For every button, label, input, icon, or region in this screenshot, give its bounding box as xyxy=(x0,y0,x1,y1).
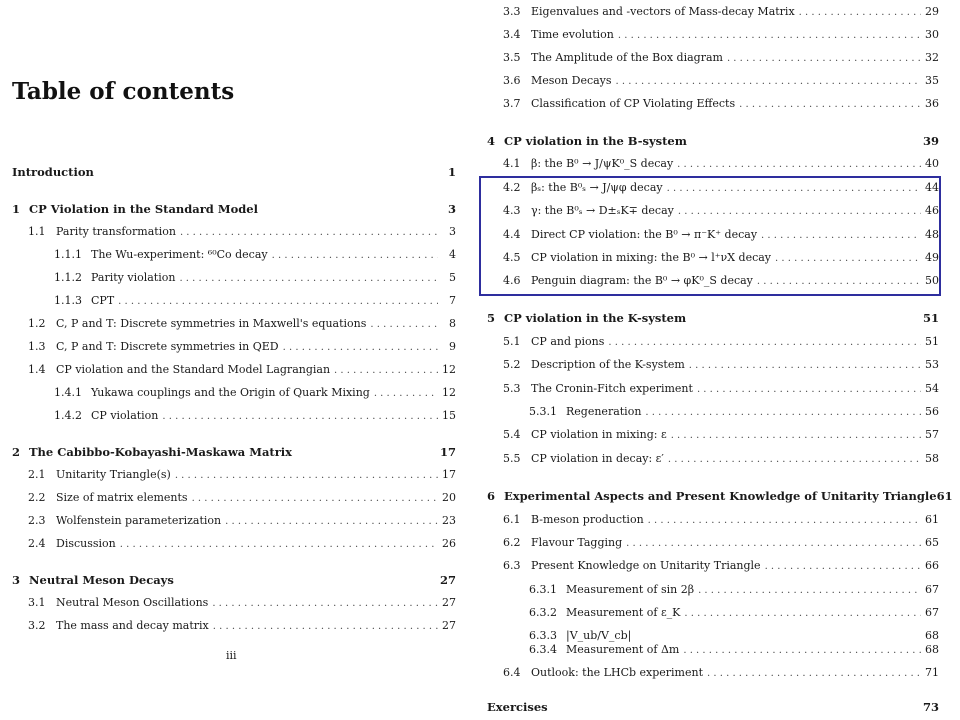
toc-right-column xyxy=(487,0,953,720)
toc-section-entry[interactable] xyxy=(487,605,939,621)
toc-entry-number: 1.1.3 xyxy=(54,294,82,307)
toc-leader-dots xyxy=(179,271,438,287)
toc-section-entry[interactable] xyxy=(12,513,456,529)
toc-section-entry[interactable] xyxy=(487,357,939,373)
toc-section-entry[interactable] xyxy=(487,512,939,528)
toc-entry-number: 6.3.1 xyxy=(529,583,557,596)
toc-entry-number: 5.5 xyxy=(503,452,521,465)
toc-leader-dots xyxy=(697,382,921,398)
toc-entry-title: The Wu-experiment: ⁶⁰Co decay xyxy=(91,248,268,261)
toc-entry-page: 5 xyxy=(449,271,456,284)
toc-entry-title: Neutral Meson Decays xyxy=(29,573,174,587)
toc-leader-dots xyxy=(727,51,921,67)
toc-entry-page: 29 xyxy=(925,5,939,18)
toc-entry-page: 15 xyxy=(442,409,456,422)
toc-entry-number: 5.4 xyxy=(503,428,521,441)
toc-entry-number: 5.1 xyxy=(503,335,521,348)
toc-entry-number: 3.2 xyxy=(28,619,46,632)
toc-entry-number: 3 xyxy=(12,573,21,587)
toc-entry-page: 73 xyxy=(922,700,939,714)
toc-entry-title: Measurement of Δm xyxy=(566,643,680,656)
toc-leader-dots xyxy=(120,537,438,553)
toc-entry-page: 26 xyxy=(442,537,456,550)
toc-entry-title: Unitarity Triangle(s) xyxy=(56,468,171,481)
toc-entry-number: 1.3 xyxy=(28,340,46,353)
toc-entry-title: Neutral Meson Oscillations xyxy=(56,596,209,609)
toc-entry-page: 67 xyxy=(925,583,939,596)
toc-entry-title: C, P and T: Discrete symmetries in QED xyxy=(56,340,279,353)
toc-entry-page: 51 xyxy=(925,335,939,348)
toc-entry-number: 5.3.1 xyxy=(529,405,557,418)
toc-leader-dots xyxy=(626,536,921,552)
toc-entry-title: B-meson production xyxy=(531,513,644,526)
toc-entry-page: 50 xyxy=(925,274,939,287)
toc-entry-page: 58 xyxy=(925,452,939,465)
toc-entry-page: 3 xyxy=(447,202,456,216)
toc-section-entry[interactable] xyxy=(487,427,939,443)
toc-leader-dots xyxy=(645,405,921,421)
toc-entry-page: 48 xyxy=(925,228,939,241)
toc-entry-number: 3.5 xyxy=(503,51,521,64)
highlight-box xyxy=(479,176,941,296)
toc-entry-title: The Cronin-Fitch experiment xyxy=(531,382,693,395)
toc-entry-title: Wolfenstein parameterization xyxy=(56,514,222,527)
toc-section-entry[interactable] xyxy=(487,665,939,681)
toc-entry-title: CP violation in mixing: ε xyxy=(531,428,667,441)
toc-leader-dots xyxy=(180,225,438,241)
toc-entry-title: Description of the K-system xyxy=(531,358,685,371)
toc-entry-title: Regeneration xyxy=(566,405,642,418)
toc-entry-number: 4.1 xyxy=(503,157,521,170)
toc-entry-title: CPT xyxy=(91,294,115,307)
toc-section-entry[interactable] xyxy=(487,27,939,43)
toc-entry-page: 9 xyxy=(449,340,456,353)
toc-leader-dots xyxy=(370,317,438,333)
toc-entry-number: 4.3 xyxy=(503,204,521,217)
toc-section-entry[interactable] xyxy=(487,73,939,89)
toc-entry-page: 27 xyxy=(442,596,456,609)
toc-entry-page: 36 xyxy=(925,97,939,110)
toc-entry-page: 12 xyxy=(442,386,456,399)
toc-entry-title: CP violation in decay: ε′ xyxy=(531,452,664,465)
toc-entry-title: β: the B⁰ → J/ψK⁰_S decay xyxy=(531,157,674,170)
toc-entry-page: 68 xyxy=(925,643,939,656)
toc-chapter-entry[interactable] xyxy=(487,699,939,715)
toc-leader-dots xyxy=(668,452,921,468)
toc-entry-page: 17 xyxy=(442,468,456,481)
toc-leader-dots xyxy=(212,596,438,612)
toc-section-entry[interactable] xyxy=(12,339,456,355)
toc-chapter-entry[interactable] xyxy=(12,164,456,180)
toc-entry-number: 5 xyxy=(487,311,496,325)
toc-section-entry[interactable] xyxy=(487,381,939,397)
toc-entry-title: Parity transformation xyxy=(56,225,176,238)
toc-entry-page: 61 xyxy=(925,513,939,526)
toc-entry-title: CP violation in the K-system xyxy=(504,311,687,325)
toc-entry-number: 1.1.2 xyxy=(54,271,82,284)
toc-entry-page: 65 xyxy=(925,536,939,549)
toc-entry-number: 6.3.4 xyxy=(529,643,557,656)
toc-leader-dots xyxy=(689,358,921,374)
toc-entry-page: 71 xyxy=(925,666,939,679)
toc-entry-number: 1 xyxy=(12,202,21,216)
toc-leader-dots xyxy=(616,74,921,90)
toc-entry-title: Measurement of sin 2β xyxy=(566,583,695,596)
toc-section-entry[interactable] xyxy=(12,595,456,611)
toc-entry-page: 61 xyxy=(936,489,953,503)
toc-entry-page: 32 xyxy=(925,51,939,64)
toc-leader-dots xyxy=(765,559,921,575)
toc-entry-number: 3.6 xyxy=(503,74,521,87)
toc-entry-page: 35 xyxy=(925,74,939,87)
toc-section-entry[interactable] xyxy=(487,50,939,66)
toc-entry-title: Outlook: the LHCb experiment xyxy=(531,666,704,679)
toc-entry-number: 6.3.2 xyxy=(529,606,557,619)
toc-entry-page: 53 xyxy=(925,358,939,371)
toc-entry-number: 1.4 xyxy=(28,363,46,376)
toc-entry-page: 12 xyxy=(442,363,456,376)
toc-entry-title: Discussion xyxy=(56,537,116,550)
toc-leader-dots xyxy=(739,97,921,113)
page-title: Table of contents xyxy=(12,78,235,105)
toc-entry-number: 1.1.1 xyxy=(54,248,82,261)
toc-chapter-entry[interactable] xyxy=(12,444,456,460)
toc-entry-title: The Cabibbo-Kobayashi-Maskawa Matrix xyxy=(29,445,293,459)
toc-chapter-entry[interactable] xyxy=(487,310,939,326)
toc-entry-title: CP violation in mixing: the B⁰ → l⁺νX decay xyxy=(531,251,772,264)
toc-leader-dots xyxy=(799,5,921,21)
toc-entry-number: 6.3.3 xyxy=(529,629,557,642)
toc-entry-number: 4.5 xyxy=(503,251,521,264)
toc-entry-number: 4 xyxy=(487,134,496,148)
toc-entry-title: CP Violation in the Standard Model xyxy=(29,202,258,216)
toc-entry-page: 54 xyxy=(925,382,939,395)
toc-entry-title: Direct CP violation: the B⁰ → π⁻K⁺ decay xyxy=(531,228,758,241)
toc-entry-page: 46 xyxy=(925,204,939,217)
toc-entry-page: 20 xyxy=(442,491,456,504)
toc-entry-page: 49 xyxy=(925,251,939,264)
toc-section-entry[interactable] xyxy=(12,270,456,286)
toc-entry-number: 6 xyxy=(487,489,496,503)
toc-leader-dots xyxy=(648,513,921,529)
toc-entry-number: 1.4.1 xyxy=(54,386,82,399)
toc-section-entry[interactable] xyxy=(12,362,456,378)
toc-entry-title: CP violation in the B-system xyxy=(504,134,687,148)
toc-entry-number: 3.3 xyxy=(503,5,521,18)
toc-section-entry[interactable] xyxy=(487,404,939,420)
toc-entry-title: Introduction xyxy=(12,165,94,179)
toc-leader-dots xyxy=(175,468,438,484)
toc-entry-number: 2.1 xyxy=(28,468,46,481)
toc-entry-title: Yukawa couplings and the Origin of Quark Mixing xyxy=(91,386,370,399)
toc-leader-dots xyxy=(272,248,438,264)
toc-entry-number: 2 xyxy=(12,445,21,459)
toc-entry-title: CP and pions xyxy=(531,335,605,348)
toc-entry-page: 66 xyxy=(925,559,939,572)
toc-section-entry[interactable] xyxy=(487,535,939,551)
toc-entry-page: 56 xyxy=(925,405,939,418)
toc-entry-number: 1.4.2 xyxy=(54,409,82,422)
toc-entry-title: CP violation and the Standard Model Lagrangian xyxy=(56,363,331,376)
toc-leader-dots xyxy=(671,428,921,444)
toc-entry-page: 27 xyxy=(439,573,456,587)
toc-section-entry[interactable] xyxy=(12,293,456,309)
toc-leader-dots xyxy=(213,619,438,635)
toc-section-entry[interactable] xyxy=(487,558,939,574)
toc-leader-dots xyxy=(283,340,438,356)
toc-leader-dots xyxy=(707,666,921,682)
toc-section-entry[interactable] xyxy=(12,385,456,401)
toc-entry-title: Experimental Aspects and Present Knowledge of Unitarity Triangle xyxy=(504,489,937,503)
toc-entry-page: 39 xyxy=(922,134,939,148)
toc-leader-dots xyxy=(192,491,438,507)
toc-chapter-entry[interactable] xyxy=(12,201,456,217)
toc-section-entry[interactable] xyxy=(487,334,939,350)
toc-section-entry[interactable] xyxy=(12,408,456,424)
toc-entry-title: Parity violation xyxy=(91,271,176,284)
toc-entry-title: Meson Decays xyxy=(531,74,612,87)
toc-entry-page: 23 xyxy=(442,514,456,527)
toc-entry-page: 51 xyxy=(922,311,939,325)
toc-entry-title: The Amplitude of the Box diagram xyxy=(531,51,723,64)
toc-entry-number: 1.1 xyxy=(28,225,46,238)
toc-leader-dots xyxy=(698,583,921,599)
toc-section-entry[interactable] xyxy=(487,642,939,658)
toc-entry-number: 6.2 xyxy=(503,536,521,549)
toc-leader-dots xyxy=(608,335,921,351)
toc-entry-number: 2.4 xyxy=(28,537,46,550)
toc-entry-page: 1 xyxy=(447,165,456,179)
toc-entry-page: 67 xyxy=(925,606,939,619)
toc-section-entry[interactable] xyxy=(487,582,939,598)
toc-entry-title: |V_ub/V_cb| xyxy=(566,629,632,642)
toc-entry-number: 3.7 xyxy=(503,97,521,110)
toc-entry-title: Eigenvalues and -vectors of Mass-decay Matrix xyxy=(531,5,795,18)
toc-chapter-entry[interactable] xyxy=(12,572,456,588)
toc-leader-dots xyxy=(618,28,921,44)
toc-entry-number: 4.6 xyxy=(503,274,521,287)
toc-entry-number: 2.3 xyxy=(28,514,46,527)
toc-entry-page: 68 xyxy=(925,629,939,642)
toc-entry-title: Classification of CP Violating Effects xyxy=(531,97,736,110)
toc-entry-title: Exercises xyxy=(487,700,548,714)
toc-leader-dots xyxy=(677,157,921,173)
toc-entry-page: 8 xyxy=(449,317,456,330)
toc-leader-dots xyxy=(683,643,921,659)
toc-section-entry[interactable] xyxy=(12,247,456,263)
toc-leader-dots xyxy=(374,386,438,402)
toc-entry-title: Flavour Tagging xyxy=(531,536,623,549)
toc-entry-number: 2.2 xyxy=(28,491,46,504)
toc-section-entry[interactable] xyxy=(487,156,939,172)
toc-leader-dots xyxy=(334,363,438,379)
toc-entry-number: 3.1 xyxy=(28,596,46,609)
toc-entry-page: 30 xyxy=(925,28,939,41)
toc-chapter-entry[interactable] xyxy=(487,488,953,504)
toc-chapter-entry[interactable] xyxy=(487,133,939,149)
toc-entry-title: βₛ: the B⁰ₛ → J/ψφ decay xyxy=(531,181,663,194)
toc-entry-page: 7 xyxy=(449,294,456,307)
toc-left-column xyxy=(12,0,456,720)
toc-section-entry[interactable] xyxy=(12,618,456,634)
toc-entry-page: 27 xyxy=(442,619,456,632)
toc-entry-title: Size of matrix elements xyxy=(56,491,188,504)
toc-entry-number: 6.3 xyxy=(503,559,521,572)
toc-leader-dots xyxy=(162,409,438,425)
toc-entry-page: 40 xyxy=(925,157,939,170)
toc-entry-title: Penguin diagram: the B⁰ → φK⁰_S decay xyxy=(531,274,753,287)
toc-entry-number: 6.1 xyxy=(503,513,521,526)
page-number: iii xyxy=(226,649,237,662)
toc-entry-title: γ: the B⁰ₛ → D±ₛK∓ decay xyxy=(531,204,674,217)
toc-section-entry[interactable] xyxy=(12,316,456,332)
toc-entry-page: 3 xyxy=(449,225,456,238)
toc-section-entry[interactable] xyxy=(487,4,939,20)
toc-entry-number: 1.2 xyxy=(28,317,46,330)
toc-entry-title: The mass and decay matrix xyxy=(56,619,209,632)
toc-section-entry[interactable] xyxy=(12,467,456,483)
toc-entry-number: 4.4 xyxy=(503,228,521,241)
toc-entry-page: 4 xyxy=(449,248,456,261)
toc-section-entry[interactable] xyxy=(12,536,456,552)
toc-entry-title: C, P and T: Discrete symmetries in Maxwell's equations xyxy=(56,317,367,330)
toc-entry-title: CP violation xyxy=(91,409,159,422)
toc-entry-number: 5.2 xyxy=(503,358,521,371)
toc-section-entry[interactable] xyxy=(12,224,456,240)
toc-entry-title: Measurement of ε_K xyxy=(566,606,681,619)
toc-leader-dots xyxy=(225,514,438,530)
toc-entry-number: 6.4 xyxy=(503,666,521,679)
toc-leader-dots xyxy=(684,606,921,622)
toc-entry-number: 4.2 xyxy=(503,181,521,194)
toc-entry-page: 44 xyxy=(925,181,939,194)
toc-entry-page: 57 xyxy=(925,428,939,441)
toc-entry-page: 17 xyxy=(439,445,456,459)
toc-section-entry[interactable] xyxy=(487,451,939,467)
toc-entry-title: Present Knowledge on Unitarity Triangle xyxy=(531,559,761,572)
toc-section-entry[interactable] xyxy=(12,490,456,506)
toc-entry-title: Time evolution xyxy=(531,28,614,41)
toc-entry-number: 5.3 xyxy=(503,382,521,395)
toc-section-entry[interactable] xyxy=(487,96,939,112)
toc-entry-number: 3.4 xyxy=(503,28,521,41)
toc-leader-dots xyxy=(118,294,438,310)
